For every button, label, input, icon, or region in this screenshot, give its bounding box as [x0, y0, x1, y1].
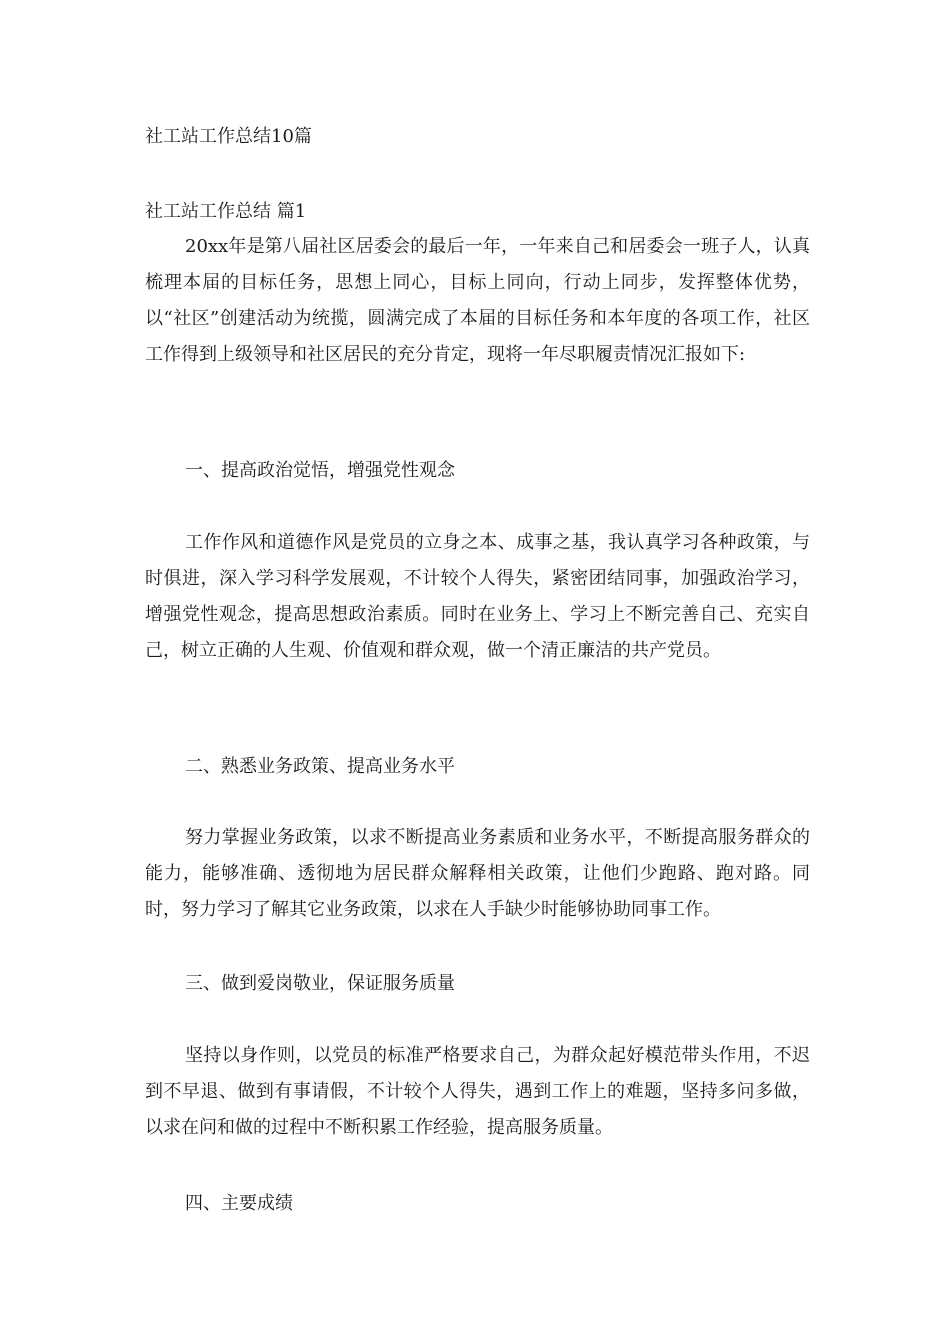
paragraph-2: 努力掌握业务政策，以求不断提高业务素质和业务水平，不断提高服务群众的能力，能够准确、透彻地为居民群众解释相关政策，让他们少跑路、跑对路。同时，努力学习了解其它业务政策，以求在人手缺少时能够协助同事工作。 [145, 827, 810, 920]
intro-paragraph: 20xx年是第八届社区居委会的最后一年，一年来自己和居委会一班子人，认真梳理本届的目标任务，思想上同心，目标上同向，行动上同步，发挥整体优势，以“社区”创建活动为统揽，圆满完成了本届的目标任务和本年度的各项工作，社区工作得到上级领导和社区居民的充分肯定，现将一年尽职履责情况汇报如下: [145, 236, 810, 365]
section-title: 社工站工作总结 篇1 [145, 201, 307, 222]
heading-1: 一、提高政治觉悟，增强党性观念 [185, 460, 455, 481]
paragraph-3: 坚持以身作则，以党员的标准严格要求自己，为群众起好模范带头作用，不迟到不早退、做到有事请假，不计较个人得失，遇到工作上的难题，坚持多问多做，以求在问和做的过程中不断积累工作经验，提高服务质量。 [145, 1045, 810, 1138]
document-title: 社工站工作总结10篇 [145, 126, 312, 147]
heading-4: 四、主要成绩 [185, 1193, 293, 1214]
paragraph-1: 工作作风和道德作风是党员的立身之本、成事之基，我认真学习各种政策，与时俱进，深入学习科学发展观，不计较个人得失，紧密团结同事，加强政治学习，增强党性观念，提高思想政治素质。同时在业务上、学习上不断完善自己、充实自己，树立正确的人生观、价值观和群众观，做一个清正廉洁的共产党员。 [145, 532, 810, 661]
heading-2: 二、熟悉业务政策、提高业务水平 [185, 756, 455, 777]
heading-3: 三、做到爱岗敬业，保证服务质量 [185, 973, 455, 994]
